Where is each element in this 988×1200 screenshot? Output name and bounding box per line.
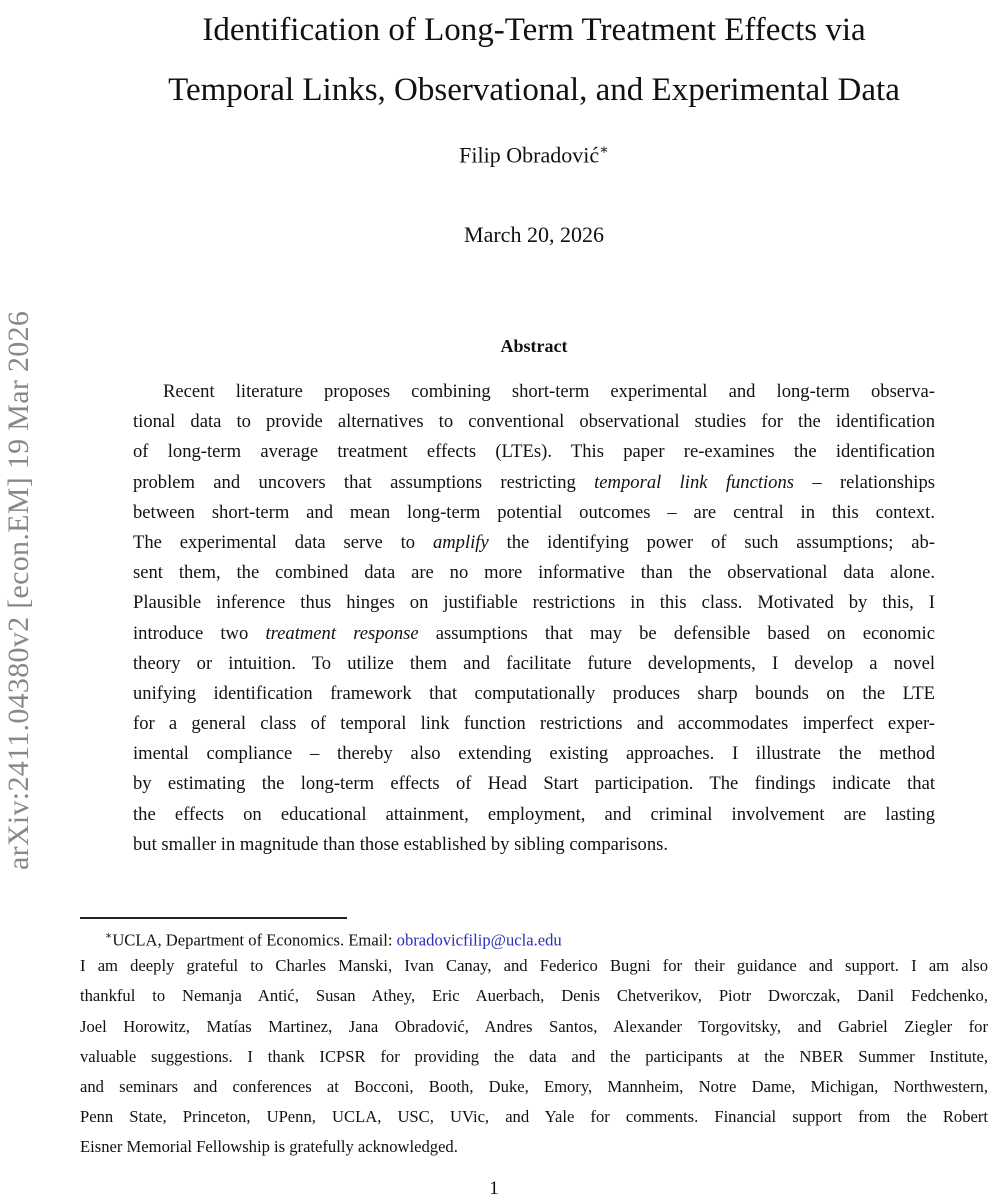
acknowledgement-line: Penn State, Princeton, UPenn, UCLA, USC, UVic, and Yale for comments. Financial support from the Robert xyxy=(80,1107,988,1127)
abstract-line xyxy=(133,498,935,528)
abstract-text: by estimating the long-term effects of Head Start participation. The findings indicate that xyxy=(133,773,935,795)
abstract-line xyxy=(133,830,935,860)
acknowledgements xyxy=(80,951,988,1162)
acknowledgement-line: Joel Horowitz, Matías Martinez, Jana Obradović, Andres Santos, Alexander Torgovitsky, and Gabriel Ziegler for xyxy=(80,1016,988,1036)
abstract-text: sent them, the combined data are no more informative than the observational data alone. xyxy=(133,562,935,584)
abstract-line xyxy=(133,709,935,739)
author-footnote-mark: ∗ xyxy=(599,142,609,158)
abstract-text: – relationships xyxy=(794,471,935,493)
abstract-text: Recent literature proposes combining short-term experimental and long-term observa- xyxy=(163,381,935,402)
page-number: 1 xyxy=(489,1178,499,1199)
abstract-line xyxy=(133,528,935,558)
arxiv-identifier: arXiv:2411.04380v2 [econ.EM] 19 Mar 2026 xyxy=(2,310,35,870)
abstract-text: imental compliance – thereby also extending existing approaches. I illustrate the method xyxy=(133,743,935,765)
abstract-line xyxy=(133,377,935,407)
abstract-text: between short-term and mean long-term potential outcomes – are central in this context. xyxy=(133,501,935,523)
footnote xyxy=(80,921,988,1163)
title-line: Identification of Long-Term Treatment Effects via xyxy=(202,12,866,48)
acknowledgement-line: I am deeply grateful to Charles Manski, Ivan Canay, and Federico Bugni for their guidance and support. I am also xyxy=(80,956,988,976)
abstract-line xyxy=(133,739,935,769)
abstract-line xyxy=(133,769,935,799)
abstract-line xyxy=(133,558,935,588)
acknowledgement-line: Eisner Memorial Fellowship is gratefully acknowledged. xyxy=(80,1137,458,1157)
abstract-line xyxy=(133,649,935,679)
abstract-body xyxy=(133,377,935,860)
abstract-line xyxy=(133,437,935,467)
acknowledgement-line: valuable suggestions. I thank ICPSR for providing the data and the participants at the NBER Summer Institute, xyxy=(80,1046,988,1066)
abstract-line xyxy=(133,800,935,830)
abstract-text: assumptions that may be defensible based on economic xyxy=(418,622,935,644)
emphasis-text: amplify xyxy=(432,531,489,553)
abstract-text: Plausible inference thus hinges on justifiable restrictions in this class. Motivated by this, I xyxy=(133,592,935,614)
abstract-line xyxy=(133,468,935,498)
abstract-text: introduce two xyxy=(133,622,266,644)
abstract-line xyxy=(133,679,935,709)
abstract-text: tional data to provide alternatives to conventional observational studies for the identification xyxy=(133,411,935,433)
date: March 20, 2026 xyxy=(464,222,604,247)
abstract-text: problem and uncovers that assumptions restricting xyxy=(133,471,595,493)
emphasis-text: treatment response xyxy=(265,622,419,644)
acknowledgement-line: thankful to Nemanja Antić, Susan Athey, Eric Auerbach, Denis Chetverikov, Piotr Dworczak, Danil Fedchenko, xyxy=(80,986,988,1006)
abstract-text: for a general class of temporal link function restrictions and accommodates imperfect exper- xyxy=(133,713,935,735)
abstract-text: but smaller in magnitude than those established by sibling comparisons. xyxy=(133,833,669,855)
affiliation-text: UCLA, Department of Economics. Email: xyxy=(112,930,397,950)
footnote-affiliation xyxy=(80,921,988,951)
abstract-line xyxy=(133,407,935,437)
abstract-text: unifying identification framework that computationally produces sharp bounds on the LTE xyxy=(133,682,935,704)
paper-title xyxy=(80,0,988,120)
abstract-text: the identifying power of such assumptions; ab- xyxy=(488,531,935,553)
emphasis-text: temporal link functions xyxy=(594,471,795,493)
email-link[interactable]: obradovicfilip@ucla.edu xyxy=(396,930,562,950)
abstract-text: the effects on educational attainment, employment, and criminal involvement are lasting xyxy=(133,803,935,825)
footnote-divider xyxy=(80,917,347,919)
title-line: Temporal Links, Observational, and Experimental Data xyxy=(168,72,900,108)
abstract-text: The experimental data serve to xyxy=(133,531,433,553)
abstract-line xyxy=(133,619,935,649)
abstract-line xyxy=(133,588,935,618)
author xyxy=(80,142,988,168)
footnote-mark: ∗ xyxy=(105,930,113,942)
abstract-text: theory or intuition. To utilize them and facilitate future developments, I develop a novel xyxy=(133,652,935,674)
abstract-heading: Abstract xyxy=(500,336,568,356)
author-name: Filip Obradović xyxy=(459,142,600,168)
abstract-text: of long-term average treatment effects (LTEs). This paper re-examines the identification xyxy=(133,441,935,463)
acknowledgement-line: and seminars and conferences at Bocconi, Booth, Duke, Emory, Mannheim, Notre Dame, Michigan, Northwestern, xyxy=(80,1076,988,1096)
